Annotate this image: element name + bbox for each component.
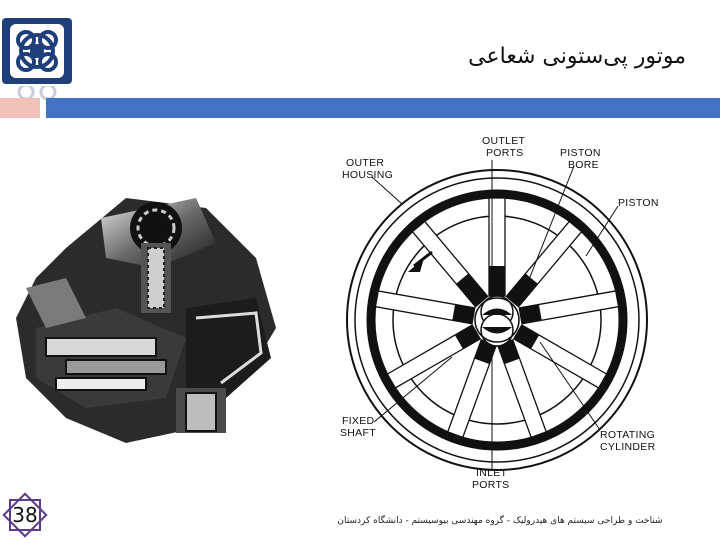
piston: [452, 304, 474, 323]
svg-text:FIXED: FIXED: [342, 415, 375, 427]
svg-text:INLET: INLET: [476, 467, 508, 479]
university-logo: [2, 18, 72, 84]
header-accent-pink: [0, 98, 40, 118]
slide-title: موتور پی‌ستونی شعاعی: [468, 44, 686, 69]
piston: [519, 304, 541, 323]
slide-number: 38: [12, 503, 38, 527]
label-outer-housing: [342, 157, 393, 181]
piston: [489, 266, 505, 296]
footer-text: شناخت و طراحی سیستم های هیدرولیک - گروه مهندسی بیوسیستم - دانشگاه کردستان: [337, 516, 663, 526]
label-piston-bore: [560, 147, 601, 171]
svg-text:OUTER: OUTER: [346, 157, 385, 169]
svg-text:BORE: BORE: [568, 159, 599, 171]
diagram-drawing: [347, 160, 647, 470]
label-fixed-shaft: [340, 415, 376, 439]
svg-text:CYLINDER: CYLINDER: [600, 441, 656, 453]
slide-number-badge: [0, 490, 50, 540]
logo-emblem-icon: [2, 18, 72, 84]
label-rotating-cylinder: [600, 429, 656, 453]
svg-text:PISTON: PISTON: [560, 147, 601, 159]
svg-text:OUTLET: OUTLET: [482, 135, 526, 147]
svg-text:HOUSING: HOUSING: [342, 169, 394, 181]
motor-cutaway-image: [6, 188, 282, 452]
svg-text:SHAFT: SHAFT: [340, 427, 376, 439]
svg-text:PISTON: PISTON: [618, 197, 659, 209]
label-outlet-ports: [482, 135, 526, 159]
svg-text:PORTS: PORTS: [486, 147, 524, 159]
svg-text:PORTS: PORTS: [472, 479, 510, 491]
radial-piston-diagram: [332, 132, 662, 502]
header-accent-blue: [46, 98, 720, 118]
label-piston: [618, 197, 659, 209]
label-inlet-ports: [472, 467, 509, 491]
svg-text:ROTATING: ROTATING: [600, 429, 656, 441]
